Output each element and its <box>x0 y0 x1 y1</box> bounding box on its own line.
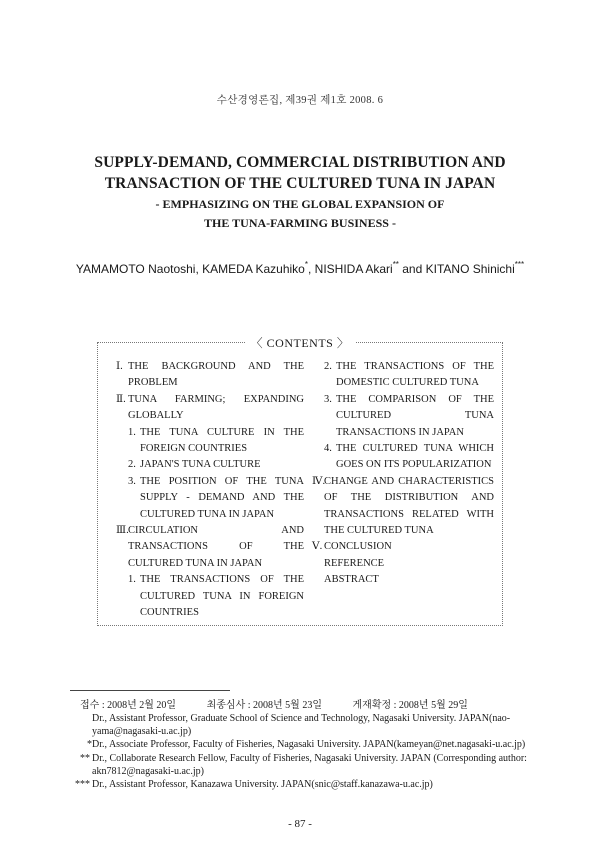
contents-entry-number: Ⅲ. <box>116 525 129 537</box>
author-name: NISHIDA Akari <box>314 262 393 276</box>
contents-entry-text: TUNA FARMING; EXPANDING GLOBALLY <box>128 393 304 422</box>
contents-entry <box>116 425 304 458</box>
author-name: KITANO Shinichi <box>425 262 515 276</box>
contents-column-right <box>312 359 494 589</box>
footnote-text: Dr., Collaborate Research Fellow, Faculty of Fisheries, Nagasaki University. JAPAN (Corresponding author: akn7812@nagasaki-u.ac.jp) <box>92 752 527 777</box>
contents-entry-number: 2. <box>324 361 332 372</box>
contents-entry-text: THE COMPARISON OF THE CULTURED TUNA TRANSACTIONS IN JAPAN <box>336 393 494 438</box>
contents-heading <box>98 334 502 352</box>
contents-entry-number: 3. <box>128 475 136 487</box>
contents-entry-number: 2. <box>128 459 136 471</box>
contents-entry-number: 3. <box>324 393 332 405</box>
contents-entry-text: REFERENCE <box>324 557 385 569</box>
contents-entry-number: 1. <box>128 574 136 586</box>
contents-entry-text: THE TUNA CULTURE IN THE FOREIGN COUNTRIES <box>140 426 304 455</box>
contents-entry-text: THE TRANSACTIONS OF THE CULTURED TUNA IN FOREIGN COUNTRIES <box>140 574 304 619</box>
contents-column-left <box>116 359 304 622</box>
footnotes <box>75 712 530 791</box>
title-block <box>40 152 560 233</box>
footnote-mark: * <box>87 739 92 751</box>
contents-entry-text: THE BACKGROUND AND THE PROBLEM <box>128 361 304 389</box>
contents-entry <box>312 359 494 392</box>
footnote-mark: ** <box>80 752 90 764</box>
contents-entry <box>116 392 304 425</box>
reviewed-date: 최종심사 : 2008년 5월 23일 <box>206 700 322 711</box>
contents-entry-number: 4. <box>324 443 332 455</box>
contents-entry-text: JAPAN'S TUNA CULTURE <box>140 459 261 471</box>
contents-entry-text: THE CULTURED TUNA WHICH GOES ON ITS POPULARIZATION <box>336 443 494 471</box>
submission-dates <box>80 696 496 711</box>
contents-entry-number: 1. <box>128 426 136 438</box>
author-name: KAMEDA Kazuhiko <box>202 262 305 276</box>
contents-entry-number: Ⅳ. <box>312 475 326 487</box>
footnote <box>78 752 530 778</box>
footnote-mark: *** <box>75 779 90 791</box>
contents-entry-number: Ⅱ. <box>116 393 126 405</box>
subtitle-line: THE TUNA-FARMING BUSINESS - <box>204 216 396 230</box>
contents-entry-text: THE TRANSACTIONS OF THE DOMESTIC CULTURED TUNA <box>336 361 494 389</box>
contents-entry <box>312 572 494 588</box>
author-affiliation-mark: * <box>304 260 308 269</box>
page-number: - 87 - <box>288 818 312 830</box>
contents-entry-text: CONCLUSION <box>324 541 392 553</box>
contents-entry <box>312 556 494 572</box>
received-date: 접수 : 2008년 2월 20일 <box>80 700 177 711</box>
title-line: SUPPLY-DEMAND, COMMERCIAL DISTRIBUTION AND <box>94 154 506 171</box>
contents-entry <box>116 523 304 572</box>
contents-entry-text: THE POSITION OF THE TUNA SUPPLY - DEMAND AND THE CULTURED TUNA IN JAPAN <box>140 475 304 520</box>
accepted-date: 게재확정 : 2008년 5월 29일 <box>352 700 468 711</box>
journal-header: 수산경영론집, 제39권 제1호 2008. 6 <box>216 95 384 106</box>
title-line: TRANSACTION OF THE CULTURED TUNA IN JAPAN <box>104 175 496 192</box>
footnote-text: Dr., Associate Professor, Faculty of Fisheries, Nagasaki University. JAPAN(kameyan@net.nagasaki-u.ac.jp) <box>92 739 526 751</box>
subtitle-line: - EMPHASIZING ON THE GLOBAL EXPANSION OF <box>155 197 445 211</box>
footnote <box>75 778 530 791</box>
footnote-text: Dr., Assistant Professor, Kanazawa University. JAPAN(snic@staff.kanazawa-u.ac.jp) <box>92 779 433 791</box>
author-name: YAMAMOTO Naotoshi <box>75 262 196 276</box>
contents-entry <box>116 572 304 621</box>
contents-entry-text: ABSTRACT <box>324 574 379 586</box>
footnote <box>78 738 530 751</box>
contents-entry <box>116 359 304 392</box>
author-list: YAMAMOTO Naotoshi, KAMEDA Kazuhiko*, NISHIDA Akari** and KITANO Shinichi*** <box>75 260 525 276</box>
contents-entry-number: Ⅰ. <box>116 361 123 372</box>
contents-entry-number: Ⅴ. <box>312 541 323 553</box>
footnote-text: Dr., Assistant Professor, Graduate School of Science and Technology, Nagasaki University. JAPAN(nao-yama@nagasaki-u.ac.jp) <box>92 713 511 738</box>
contents-entry <box>312 539 494 555</box>
contents-entry <box>312 474 494 540</box>
footnote-rule <box>70 690 230 691</box>
footnote <box>78 712 530 738</box>
contents-entry-text: CHANGE AND CHARACTERISTICS OF THE DISTRIBUTION AND TRANSACTIONS RELATED WITH THE CULTURED TUNA <box>324 475 494 537</box>
contents-box <box>97 336 503 626</box>
contents-entry <box>116 457 304 473</box>
contents-entry <box>116 474 304 523</box>
author-affiliation-mark: *** <box>514 260 525 269</box>
contents-entry <box>312 392 494 441</box>
contents-heading-text: 〈 CONTENTS 〉 <box>245 336 356 350</box>
author-affiliation-mark: ** <box>392 260 399 269</box>
contents-entry <box>312 441 494 474</box>
contents-entry-text: CIRCULATION AND TRANSACTIONS OF THE CULTURED TUNA IN JAPAN <box>128 525 304 569</box>
